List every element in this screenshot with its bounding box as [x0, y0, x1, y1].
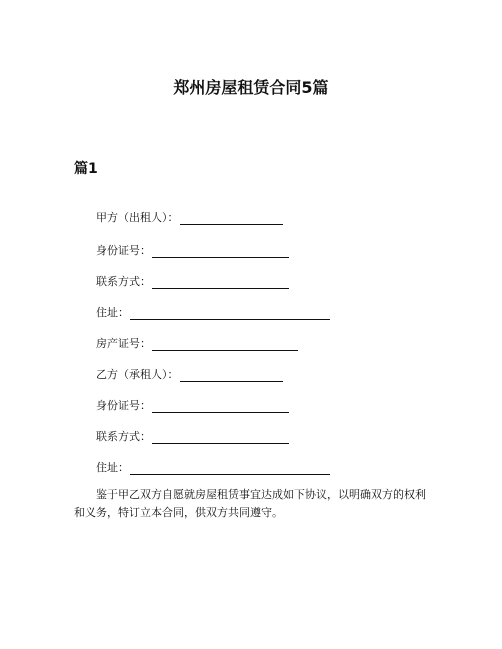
blank-line	[180, 369, 283, 382]
field-lessee-address	[96, 461, 330, 475]
blank-line	[130, 462, 330, 475]
field-label: 乙方（承租人）：	[96, 368, 179, 381]
field-label: 联系方式：	[96, 430, 151, 443]
field-label: 住址：	[96, 461, 129, 474]
field-lessee-id	[96, 399, 289, 413]
field-label: 身份证号：	[96, 244, 151, 257]
blank-line	[152, 431, 289, 444]
field-lessor-address	[96, 306, 330, 320]
field-label: 联系方式：	[96, 275, 151, 288]
field-label: 身份证号：	[96, 399, 151, 412]
blank-line	[130, 307, 330, 320]
preamble-paragraph: 鉴于甲乙双方自愿就房屋租赁事宜达成如下协议，以明确双方的权利和义务，特订立本合同，供双方共同遵守。	[74, 488, 426, 519]
field-lessor-contact	[96, 275, 289, 289]
field-property-certificate	[96, 337, 298, 351]
section-heading: 篇1	[74, 161, 98, 177]
field-label: 甲方（出租人）：	[96, 211, 179, 224]
blank-line	[152, 245, 289, 258]
blank-line	[180, 212, 283, 225]
blank-line	[152, 338, 298, 351]
field-label: 住址：	[96, 306, 129, 319]
document-title: 郑州房屋租赁合同5篇	[173, 78, 329, 97]
field-lessor-id	[96, 244, 289, 258]
blank-line	[152, 400, 289, 413]
field-label: 房产证号：	[96, 337, 151, 350]
blank-line	[152, 276, 289, 289]
field-lessor	[96, 211, 283, 225]
field-lessee-contact	[96, 430, 289, 444]
field-lessee	[96, 368, 283, 382]
